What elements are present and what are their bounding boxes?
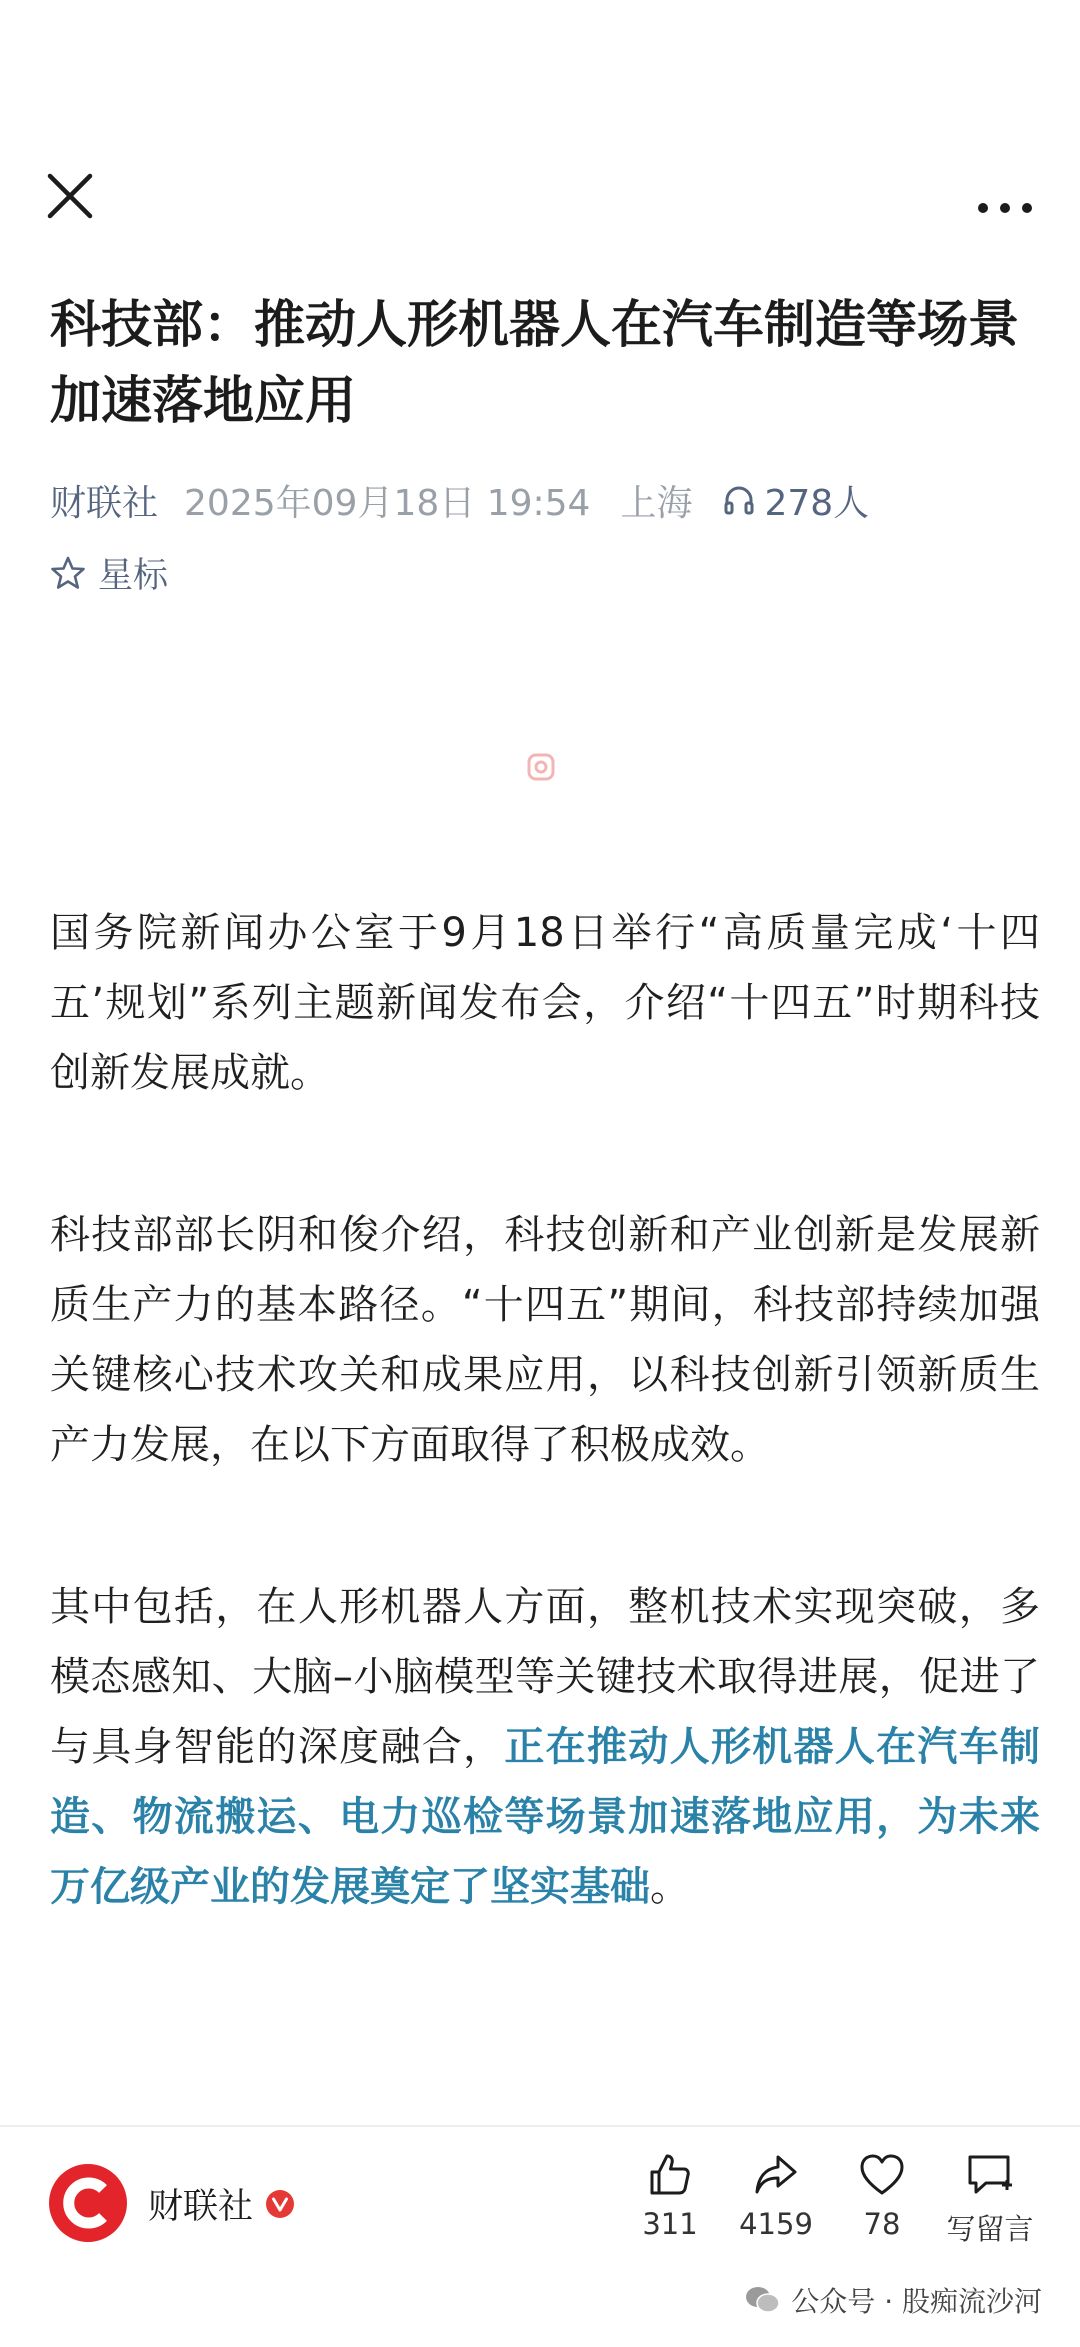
paragraph-3-end: 。	[650, 1864, 690, 1910]
comment-label: 写留言	[946, 2212, 1034, 2246]
paragraph-3	[50, 1572, 1040, 1922]
listen-button[interactable]	[722, 475, 869, 526]
image-placeholder-mark	[526, 752, 556, 786]
paragraph-2: 科技部部长阴和俊介绍，科技创新和产业创新是发展新质生产力的基本路径。“十四五”期间，科技部持续加强关键核心技术攻关和成果应用，以科技创新引领新质生产力发展，在以下方面取得了积极成效。	[50, 1212, 1040, 1468]
source-link[interactable]: 财联社	[50, 482, 159, 524]
article-body	[50, 898, 1040, 2014]
star-button[interactable]	[50, 545, 168, 601]
share-button[interactable]	[726, 2151, 826, 2241]
wechat-watermark	[745, 2280, 1042, 2320]
star-icon	[50, 555, 86, 591]
heart-icon	[858, 2151, 906, 2199]
heart-button[interactable]	[832, 2151, 932, 2241]
headphones-icon	[722, 483, 756, 517]
like-button[interactable]	[620, 2151, 720, 2241]
article-title: 科技部：推动人形机器人在汽车制造等场景加速落地应用	[50, 296, 1020, 431]
comment-icon	[964, 2151, 1016, 2199]
thumbs-up-icon	[646, 2151, 694, 2199]
publish-location: 上海	[620, 482, 693, 524]
share-count: 4159	[739, 2207, 813, 2241]
listener-count: 278人	[764, 482, 870, 524]
top-bar	[0, 150, 1080, 240]
heart-count: 78	[863, 2207, 901, 2241]
close-icon[interactable]	[42, 168, 98, 224]
publish-datetime: 2025年09月18日 19:54	[184, 482, 591, 524]
comment-button[interactable]	[935, 2151, 1045, 2248]
paragraph-3-text: 其中包括，在人形机器人方面，整机技术实现突破，多模态感知、大脑–小脑模型等关键技术取得进展，促进了与具身智能的深度融合，	[50, 1584, 1040, 1770]
paragraph-1: 国务院新闻办公室于9月18日举行“高质量完成‘十四五’规划”系列主题新闻发布会，介绍“十四五”时期科技创新发展成就。	[50, 910, 1040, 1096]
article-meta	[50, 470, 869, 530]
verified-icon	[265, 2189, 295, 2219]
author-logo[interactable]	[48, 2163, 128, 2243]
share-icon	[752, 2151, 800, 2199]
author-name: 财联社	[148, 2187, 254, 2227]
like-count: 311	[642, 2207, 698, 2241]
wechat-icon	[745, 2285, 781, 2315]
wechat-watermark-text: 公众号 · 股痴流沙河	[791, 2285, 1042, 2318]
paragraph-3-highlight: 正在推动人形机器人在汽车制造、物流搬运、电力巡检等场景加速落地应用，为未来万亿级产业的发展奠定了坚实基础	[50, 1724, 1041, 1910]
star-label: 星标	[98, 556, 169, 596]
author-name-row[interactable]	[148, 2179, 295, 2229]
more-icon[interactable]	[970, 168, 1040, 224]
